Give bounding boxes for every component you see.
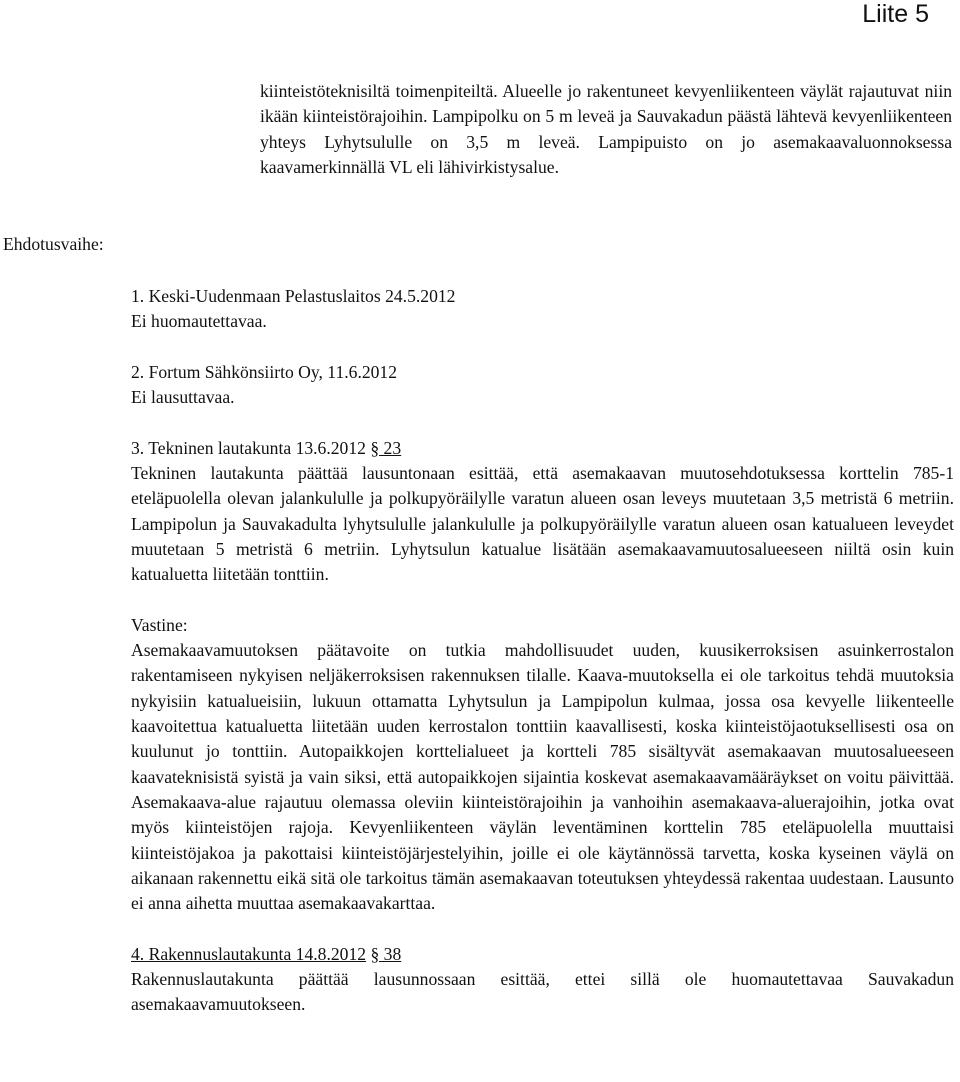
statement-4-heading-line <box>131 942 954 967</box>
statement-3-heading: 3. Tekninen lautakunta 13.6.2012 <box>131 437 366 458</box>
statement-4-heading: 4. Rakennuslautakunta 14.8.2012 <box>131 943 367 964</box>
phase-label: Ehdotusvaihe: <box>3 234 104 254</box>
spacer <box>131 588 954 613</box>
statement-3-body: Tekninen lautakunta päättää lausuntonaan esittää, että asemakaavan muutosehdotuksessa korttelin 785-1 eteläpuolella olevan jalankululle ja polkupyöräilylle varatun alueen osan leveys muutetaan 3,5 metristä 6 metriin. Lampipolun ja Sauvakadulta lyhytsululle jalankululle ja polkupyöräilylle varatun alueen osan katualueen leveydet muutetaan 5 metristä 6 metriin. Lyhytsulun katualue lisätään asemakaavamuutosalueeseen niiltä osin kuin katualuetta liitetään tonttiin. <box>131 463 954 585</box>
statement-4 <box>131 942 954 1018</box>
statement-4-body: Rakennuslautakunta päättää lausunnossaan esittää, ettei sillä ole huomautettavaa Sauvakadun asemakaavamuutokseen. <box>131 969 954 1015</box>
intro-paragraph: kiinteistöteknisiltä toimenpiteiltä. Alueelle jo rakentuneet kevyenliikenteen väylät rajautuvat niin ikään kiinteistörajoihin. Lampipolku on 5 m leveä ja Sauvakadun päästä lähtevä kevyenliikenteen yhteys Lyhytsululle on 3,5 m leveä. Lampipuisto on jo asemakaavaluonnoksessa kaavamerkinnällä VL eli lähivirkistysalue. <box>260 81 952 178</box>
statement-1 <box>131 284 954 335</box>
attachment-label: Liite 5 <box>862 0 929 28</box>
reply-text: Asemakaavamuutoksen päätavoite on tutkia mahdollisuudet uuden, kuusikerroksisen asuinkerrostalon rakentamiseen nykyisen neljäkerroksisen rakennuksen tilalle. Kaava-muutoksella ei ole tarkoitus tehdä muutoksia nykyisiin katualueisiin, lukuun ottamatta Lyhytsulun ja Lampipolun kulmaa, jossa osa kevyelle liikenteelle kaavoitettua katualuetta liitetään uuden kerrostalon tonttiin kaavallisesti, koska kiinteistöjaotuksellisesti osa on kuulunut jo tonttiin. Autopaikkojen korttelialueet ja kortteli 785 sisältyvät asemakaavan muutosalueeseen kaavateknisistä syistä ja vain siksi, että autopaikkojen sijaintia koskevat asemakaavamääräykset on voitu päivittää. Asemakaava-alue rajautuu olemassa oleviin kiinteistörajoihin ja vanhoihin asemakaava-aluerajoihin, jotka ovat myös kiinteistöjen rajoja. Kevyenliikenteen väylän leventäminen korttelin 785 eteläpuolella muuttaisi kiinteistöjakoa ja pakottaisi kiinteistöjärjestelyihin, joille ei ole käytännössä tarvetta, koska kyseinen väylä on aikanaan rakennettu eikä sitä ole tarkoitus tämän asemakaavan toteutuksen yhteydessä rakentaa uudestaan. Lausunto ei anna aihetta muuttaa asemakaavakarttaa. <box>131 640 954 914</box>
reply-label: Vastine: <box>131 614 188 635</box>
statement-1-heading: 1. Keski-Uudenmaan Pelastuslaitos 24.5.2012 <box>131 286 456 306</box>
statement-3 <box>131 436 954 917</box>
statements-section <box>131 284 954 1018</box>
statement-3-heading-line <box>131 436 954 461</box>
statement-3-section: § 23 <box>370 437 402 458</box>
statement-1-body: Ei huomautettavaa. <box>131 311 267 332</box>
statement-2-heading: 2. Fortum Sähkönsiirto Oy, 11.6.2012 <box>131 361 398 382</box>
statement-2-body: Ei lausuttavaa. <box>131 387 235 408</box>
statement-2 <box>131 360 954 411</box>
statement-4-section: § 38 <box>370 943 402 964</box>
